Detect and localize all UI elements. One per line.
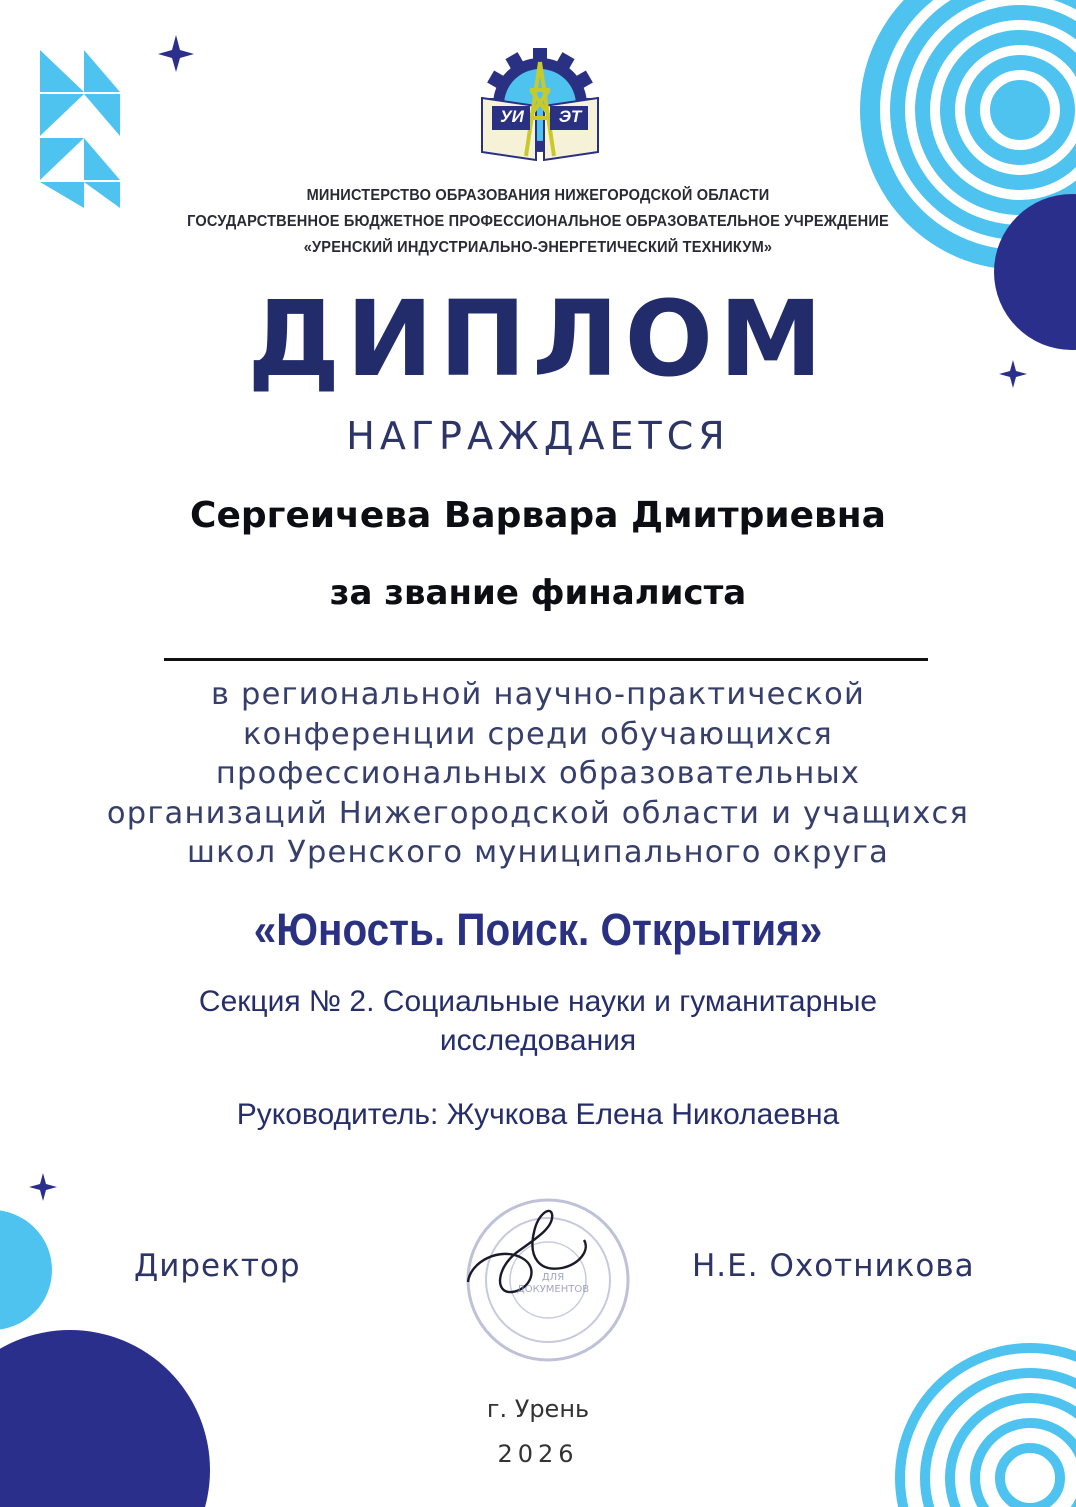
institution-name: «УРЕНСКИЙ ИНДУСТРИАЛЬНО-ЭНЕРГЕТИЧЕСКИЙ ТЕХНИКУМ» [303, 239, 773, 256]
event-name: «Юность. Поиск. Открытия» [253, 904, 823, 955]
cyan-half-circle-left [0, 1210, 52, 1330]
section-line: Секция № 2. Социальные науки и гуманитарные [198, 985, 878, 1018]
conference-line: профессиональных образовательных [215, 756, 861, 791]
conference-line: школ Уренского муниципального округа [187, 835, 889, 870]
city: г. Урень [486, 1395, 590, 1423]
conference-line: организаций Нижегородской области и учащихся [106, 795, 970, 831]
conference-line: конференции среди обучающихся [243, 716, 833, 752]
section-line: исследования [439, 1024, 637, 1057]
conference-description [0, 675, 1076, 873]
divider-line [164, 658, 928, 661]
sparkle-icon [29, 1173, 57, 1201]
sparkle-icon [158, 35, 194, 72]
concentric-rings-bottom-right [900, 1348, 1076, 1507]
logo-text-right: ЭТ [558, 107, 582, 126]
leader-line: Руководитель: Жучкова Елена Николаевна [236, 1098, 840, 1131]
college-logo [482, 48, 598, 160]
diploma-title: ДИПЛОМ [247, 278, 829, 400]
section-title [0, 982, 1076, 1060]
year: 2026 [497, 1440, 579, 1468]
stamp-text: ДЛЯ ДОКУМЕНТОВ [516, 1272, 590, 1295]
triangle-mosaic-icon [40, 50, 120, 208]
director-name: Н.Е. Охотникова [692, 1248, 975, 1284]
awarded-label: НАГРАЖДАЕТСЯ [346, 414, 730, 458]
ministry-name: МИНИСТЕРСТВО ОБРАЗОВАНИЯ НИЖЕГОРОДСКОЙ ОБЛАСТИ [306, 187, 770, 204]
director-title: Директор [134, 1248, 301, 1284]
institution-type: ГОСУДАРСТВЕННОЕ БЮДЖЕТНОЕ ПРОФЕССИОНАЛЬНОЕ ОБРАЗОВАТЕЛЬНОЕ УЧРЕЖДЕНИЕ [187, 213, 889, 230]
award-reason: за звание финалиста [329, 573, 747, 613]
recipient-name: Сергеичева Варвара Дмитриевна [190, 495, 886, 536]
conference-line: в региональной научно-практической [210, 677, 866, 712]
logo-text-left: УИ [500, 107, 524, 126]
